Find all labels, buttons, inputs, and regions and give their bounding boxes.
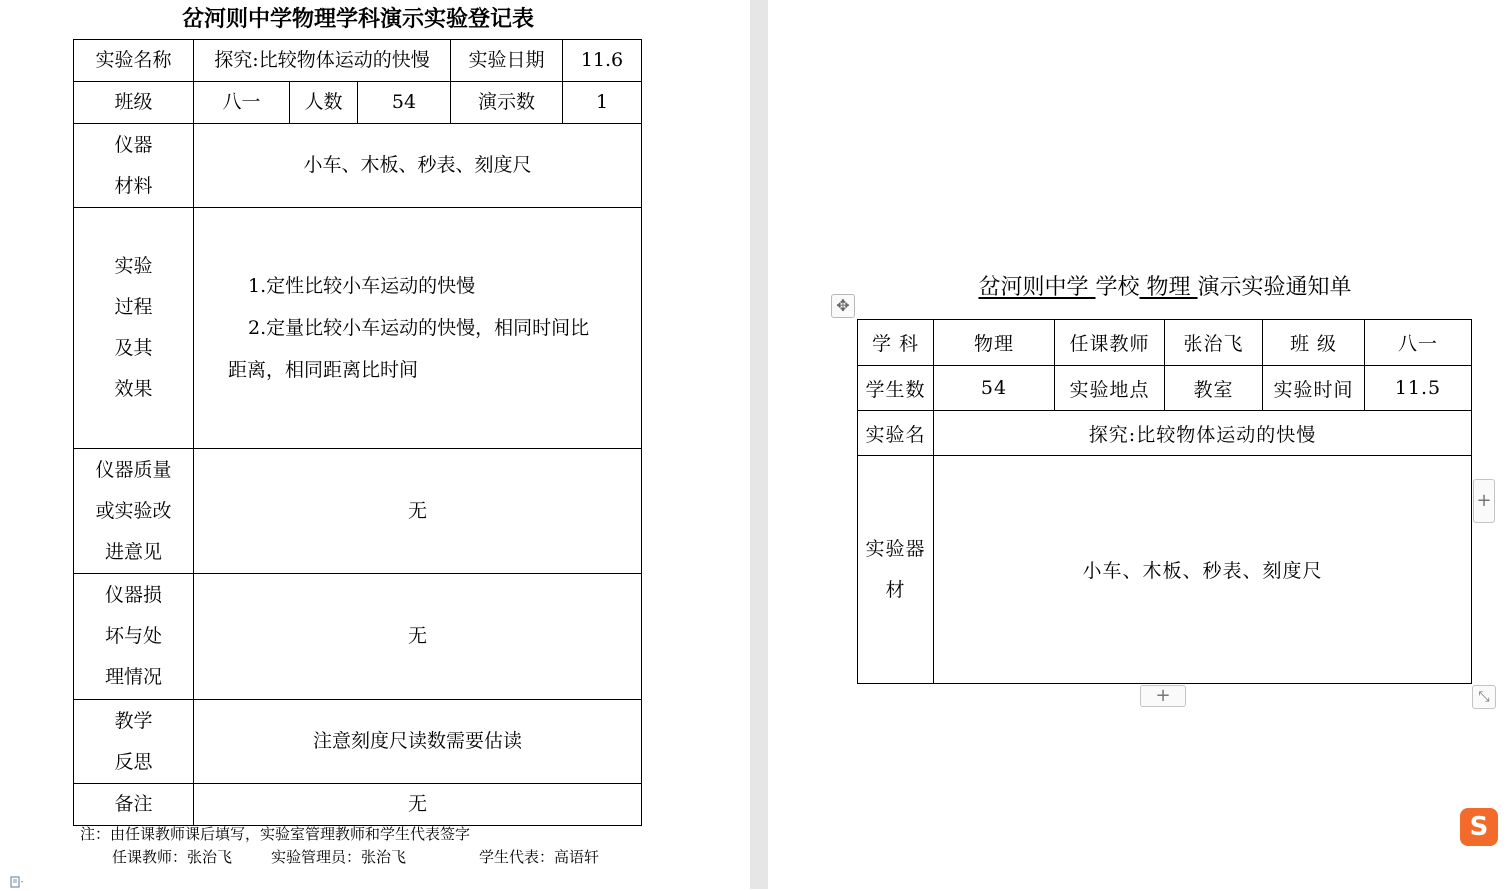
label-equipment: 实验器 材: [858, 456, 934, 684]
value-quality[interactable]: 无: [194, 449, 642, 574]
label-quality: 仪器质量 或实验改 进意见: [74, 449, 194, 574]
value-equipment[interactable]: 小车、木板、秒表、刻度尺: [934, 456, 1472, 684]
label-class: 班 级: [1263, 320, 1365, 366]
table-row: [74, 208, 642, 449]
add-column-button[interactable]: +: [1473, 479, 1495, 523]
value-remark[interactable]: 无: [194, 784, 642, 826]
value-reflect[interactable]: 注意刻度尺读数需要估读: [194, 700, 642, 784]
value-damage[interactable]: 无: [194, 574, 642, 700]
notice-title-suffix: 演示实验通知单: [1197, 275, 1352, 300]
label-subject: 学 科: [858, 320, 934, 366]
value-teacher[interactable]: 张治飞: [1165, 320, 1263, 366]
table-resize-icon[interactable]: ⤡: [1472, 685, 1496, 709]
table-row: [74, 784, 642, 826]
label-exp-name: 实验名: [858, 411, 934, 456]
value-class[interactable]: 八一: [194, 82, 290, 124]
label-exp-date: 实验日期: [451, 40, 563, 82]
register-note: 注：由任课教师课后填写，实验室管理教师和学生代表签字: [80, 825, 471, 843]
value-count[interactable]: 54: [358, 82, 451, 124]
label-teacher: 任课教师: [1055, 320, 1165, 366]
value-location[interactable]: 教室: [1165, 366, 1263, 411]
label-reflect: 教学 反思: [74, 700, 194, 784]
signature-manager: 实验管理员：张治飞: [271, 848, 407, 866]
label-equipment: 仪器 材料: [74, 124, 194, 208]
value-exp-name[interactable]: 探究:比较物体运动的快慢: [194, 40, 451, 82]
label-demo-count: 演示数: [451, 82, 563, 124]
label-count: 人数: [290, 82, 358, 124]
table-row: [74, 574, 642, 700]
table-row: [74, 700, 642, 784]
table-row: [74, 82, 642, 124]
table-move-icon[interactable]: ✥: [831, 294, 855, 318]
value-students[interactable]: 54: [934, 366, 1055, 411]
notice-title: [858, 270, 1472, 301]
label-process: 实验 过程 及其 效果: [74, 208, 194, 449]
notice-title-school-suffix: 学校: [1095, 275, 1140, 300]
label-remark: 备注: [74, 784, 194, 826]
label-damage: 仪器损 坏与处 理情况: [74, 574, 194, 700]
value-exp-date[interactable]: 11.6: [563, 40, 642, 82]
page-gutter: [750, 0, 768, 889]
label-exp-name: 实验名称: [74, 40, 194, 82]
table-row: [858, 320, 1472, 366]
table-row: [74, 449, 642, 574]
table-row: [858, 456, 1472, 684]
table-row: [74, 124, 642, 208]
signature-student: 学生代表：高语轩: [479, 848, 600, 866]
value-class[interactable]: 八一: [1365, 320, 1472, 366]
value-exp-name[interactable]: 探究:比较物体运动的快慢: [934, 411, 1472, 456]
document-icon[interactable]: [10, 876, 24, 888]
table-row: [858, 411, 1472, 456]
table-row: [858, 366, 1472, 411]
table-row: [74, 40, 642, 82]
label-students: 学生数: [858, 366, 934, 411]
notice-table: [857, 319, 1472, 684]
process-line-2: 2.定量比较小车运动的快慢，相同时间比: [248, 317, 590, 339]
label-class: 班级: [74, 82, 194, 124]
notice-title-subject: 物理: [1139, 275, 1198, 300]
label-time: 实验时间: [1263, 366, 1365, 411]
ime-logo-icon[interactable]: S: [1460, 808, 1498, 846]
value-subject[interactable]: 物理: [934, 320, 1055, 366]
value-demo-count[interactable]: 1: [563, 82, 642, 124]
process-line-1: 1.定性比较小车运动的快慢: [248, 275, 476, 297]
register-table: [73, 39, 642, 826]
value-time[interactable]: 11.5: [1365, 366, 1472, 411]
notice-title-school: 岔河则中学: [978, 275, 1096, 300]
value-equipment[interactable]: 小车、木板、秒表、刻度尺: [194, 124, 642, 208]
process-line-3: 距离，相同距离比时间: [228, 359, 419, 381]
register-title: 岔河则中学物理学科演示实验登记表: [181, 7, 534, 32]
value-process[interactable]: [194, 208, 642, 449]
add-row-button[interactable]: +: [1140, 685, 1186, 707]
label-location: 实验地点: [1055, 366, 1165, 411]
signature-teacher: 任课教师：张治飞: [112, 848, 233, 866]
